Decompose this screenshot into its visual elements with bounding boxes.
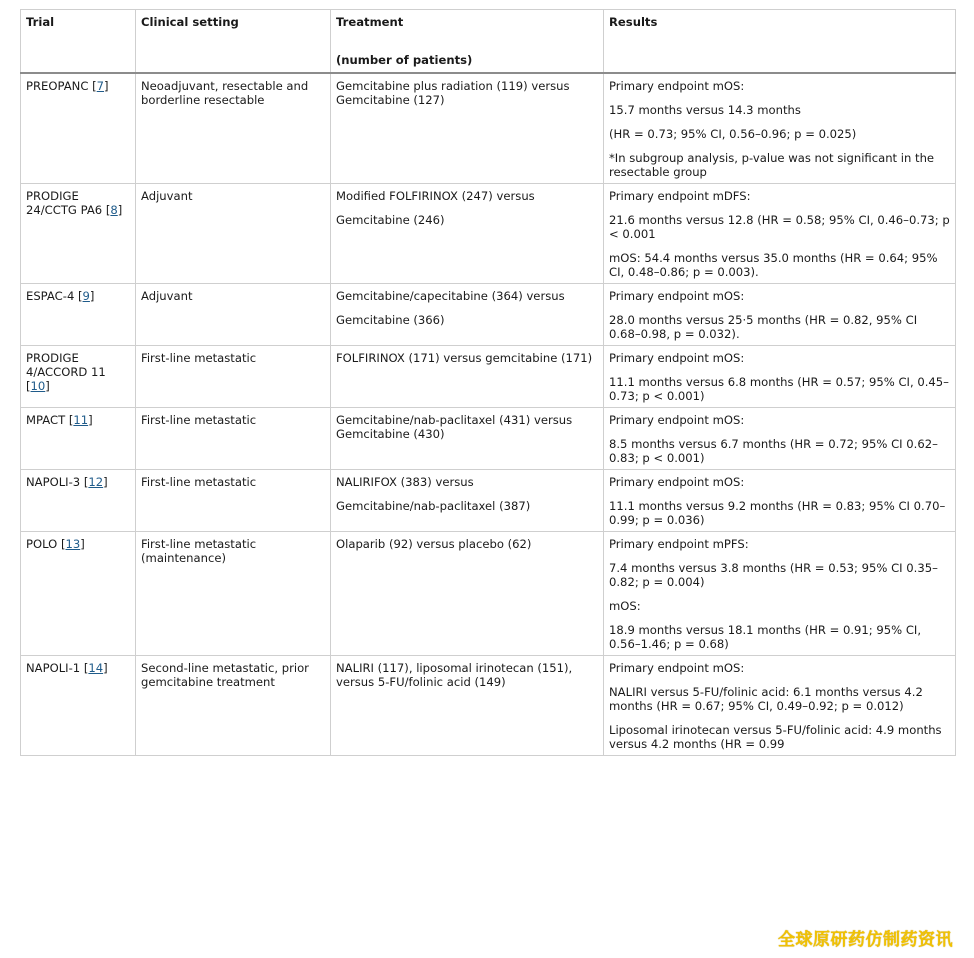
- treatment-text: FOLFIRINOX (171) versus gemcitabine (171): [336, 351, 593, 365]
- treatment-text: Gemcitabine/nab-paclitaxel (387): [336, 499, 531, 513]
- results-cell: [604, 184, 956, 284]
- header-treatment: [331, 10, 604, 74]
- trial-name-end: ]: [45, 379, 50, 393]
- result-text: Primary endpoint mOS:: [609, 289, 745, 303]
- result-text: Primary endpoint mOS:: [609, 475, 745, 489]
- table-header: [21, 10, 956, 74]
- trial-cell: [21, 408, 136, 470]
- results-cell: [604, 284, 956, 346]
- result-text: 21.6 months versus 12.8 (HR = 0.58; 95% CI, 0.46–0.73; p < 0.001: [609, 213, 950, 241]
- clinical-setting-cell: [136, 346, 331, 408]
- result-text: Liposomal irinotecan versus 5-FU/folinic acid: 4.9 months versus 4.2 months (HR = 0.99: [609, 723, 942, 751]
- result-text: mOS: 54.4 months versus 35.0 months (HR = 0.64; 95% CI, 0.48–0.86; p = 0.003).: [609, 251, 938, 279]
- table-row: [21, 284, 956, 346]
- reference-link[interactable]: 14: [88, 661, 104, 675]
- result-text: 28.0 months versus 25·5 months (HR = 0.82, 95% CI 0.68–0.98, p = 0.032).: [609, 313, 918, 341]
- result-text: Primary endpoint mOS:: [609, 661, 745, 675]
- result-text: 11.1 months versus 9.2 months (HR = 0.83; 95% CI 0.70–0.99; p = 0.036): [609, 499, 946, 527]
- result-text: (HR = 0.73; 95% CI, 0.56–0.96; p = 0.025): [609, 127, 857, 141]
- treatment-text: Modified FOLFIRINOX (247) versus: [336, 189, 535, 203]
- results-cell: [604, 470, 956, 532]
- trial-cell: [21, 346, 136, 408]
- header-clinical-setting: Clinical setting: [136, 10, 331, 74]
- trial-name: ESPAC-4 [: [26, 289, 83, 303]
- trial-name-end: ]: [88, 413, 93, 427]
- clinical-setting-cell: [136, 73, 331, 184]
- trial-name-end: ]: [117, 203, 123, 217]
- trial-cell: [21, 284, 136, 346]
- trial-name-end: ]: [80, 537, 85, 551]
- clinical-setting-cell: [136, 656, 331, 756]
- trial-cell: [21, 532, 136, 656]
- table-row: [21, 408, 956, 470]
- result-text: 11.1 months versus 6.8 months (HR = 0.57; 95% CI, 0.45–0.73; p < 0.001): [609, 375, 949, 403]
- results-cell: [604, 532, 956, 656]
- reference-link[interactable]: 13: [65, 537, 81, 551]
- result-text: NALIRI versus 5-FU/folinic acid: 6.1 months versus 4.2 months (HR = 0.67; 95% CI, 0.49–0.92; p = 0.012): [609, 685, 923, 713]
- header-treatment-label: Treatment: [336, 15, 404, 29]
- clinical-setting-cell: [136, 184, 331, 284]
- header-trial: Trial: [21, 10, 136, 74]
- result-text: 8.5 months versus 6.7 months (HR = 0.72; 95% CI 0.62–0.83; p < 0.001): [609, 437, 938, 465]
- results-cell: [604, 656, 956, 756]
- reference-link[interactable]: 11: [73, 413, 89, 427]
- result-text: 15.7 months versus 14.3 months: [609, 103, 801, 117]
- clinical-setting-cell: [136, 532, 331, 656]
- trial-name: PRODIGE 4/ACCORD 11 [: [26, 351, 106, 393]
- reference-link[interactable]: 8: [110, 203, 118, 217]
- trial-name: NAPOLI-3 [: [26, 475, 89, 489]
- result-text: mOS:: [609, 599, 641, 613]
- table-row: [21, 470, 956, 532]
- trial-cell: [21, 73, 136, 184]
- treatment-text: NALIRIFOX (383) versus: [336, 475, 474, 489]
- setting-text: Second-line metastatic, prior gemcitabine treatment: [141, 661, 309, 689]
- setting-text: First-line metastatic: [141, 413, 257, 427]
- clinical-setting-cell: [136, 470, 331, 532]
- trial-name-end: ]: [103, 475, 108, 489]
- treatment-text: Gemcitabine plus radiation (119) versus Gemcitabine (127): [336, 79, 570, 107]
- results-cell: [604, 408, 956, 470]
- treatment-cell: [331, 470, 604, 532]
- result-text: Primary endpoint mDFS:: [609, 189, 751, 203]
- setting-text: First-line metastatic: [141, 351, 257, 365]
- trial-name-end: ]: [104, 79, 109, 93]
- treatment-text: Olaparib (92) versus placebo (62): [336, 537, 532, 551]
- trial-name: NAPOLI-1 [: [26, 661, 89, 675]
- treatment-text: Gemcitabine (246): [336, 213, 445, 227]
- setting-text: Adjuvant: [141, 189, 193, 203]
- table-row: [21, 73, 956, 184]
- treatment-cell: [331, 346, 604, 408]
- reference-link[interactable]: 7: [96, 79, 105, 93]
- reference-link[interactable]: 9: [82, 289, 90, 303]
- clinical-trials-table: [20, 9, 956, 756]
- setting-text: Adjuvant: [141, 289, 193, 303]
- treatment-text: Gemcitabine/nab-paclitaxel (431) versus Gemcitabine (430): [336, 413, 573, 441]
- result-text: Primary endpoint mOS:: [609, 413, 745, 427]
- treatment-cell: [331, 532, 604, 656]
- watermark-logo-text: 全球原研药仿制药资讯: [778, 930, 953, 950]
- clinical-setting-cell: [136, 408, 331, 470]
- result-text: Primary endpoint mPFS:: [609, 537, 749, 551]
- header-row: [21, 10, 956, 74]
- treatment-text: Gemcitabine (366): [336, 313, 445, 327]
- treatment-cell: [331, 184, 604, 284]
- treatment-cell: [331, 408, 604, 470]
- setting-text: First-line metastatic: [141, 475, 257, 489]
- result-text: 18.9 months versus 18.1 months (HR = 0.91; 95% CI, 0.56–1.46; p = 0.68): [609, 623, 922, 651]
- trial-name-end: ]: [103, 661, 108, 675]
- result-text: Primary endpoint mOS:: [609, 79, 745, 93]
- trial-name: PRODIGE 24/CCTG PA6 [: [26, 189, 111, 217]
- setting-text: First-line metastatic (maintenance): [141, 537, 257, 565]
- table-row: [21, 184, 956, 284]
- table-body: [21, 73, 956, 756]
- treatment-cell: [331, 73, 604, 184]
- table-row: [21, 346, 956, 408]
- table-row: [21, 532, 956, 656]
- trial-cell: [21, 656, 136, 756]
- setting-text: Neoadjuvant, resectable and borderline resectable: [141, 79, 309, 107]
- treatment-text: Gemcitabine/capecitabine (364) versus: [336, 289, 565, 303]
- trial-cell: [21, 184, 136, 284]
- header-results: Results: [604, 10, 956, 74]
- trial-name: MPACT [: [26, 413, 74, 427]
- reference-link[interactable]: 10: [30, 379, 46, 393]
- trial-name-end: ]: [89, 289, 95, 303]
- treatment-cell: [331, 284, 604, 346]
- treatment-text: NALIRI (117), liposomal irinotecan (151), versus 5-FU/folinic acid (149): [336, 661, 573, 689]
- reference-link[interactable]: 12: [88, 475, 104, 489]
- trial-cell: [21, 470, 136, 532]
- results-cell: [604, 346, 956, 408]
- treatment-cell: [331, 656, 604, 756]
- trial-name: POLO [: [26, 537, 66, 551]
- result-text: Primary endpoint mOS:: [609, 351, 745, 365]
- trial-name: PREOPANC [: [26, 79, 97, 93]
- table-row: [21, 656, 956, 756]
- result-text: *In subgroup analysis, p-value was not significant in the resectable group: [609, 151, 935, 179]
- header-treatment-sublabel: (number of patients): [336, 53, 473, 67]
- clinical-setting-cell: [136, 284, 331, 346]
- result-text: 7.4 months versus 3.8 months (HR = 0.53; 95% CI 0.35–0.82; p = 0.004): [609, 561, 938, 589]
- results-cell: [604, 73, 956, 184]
